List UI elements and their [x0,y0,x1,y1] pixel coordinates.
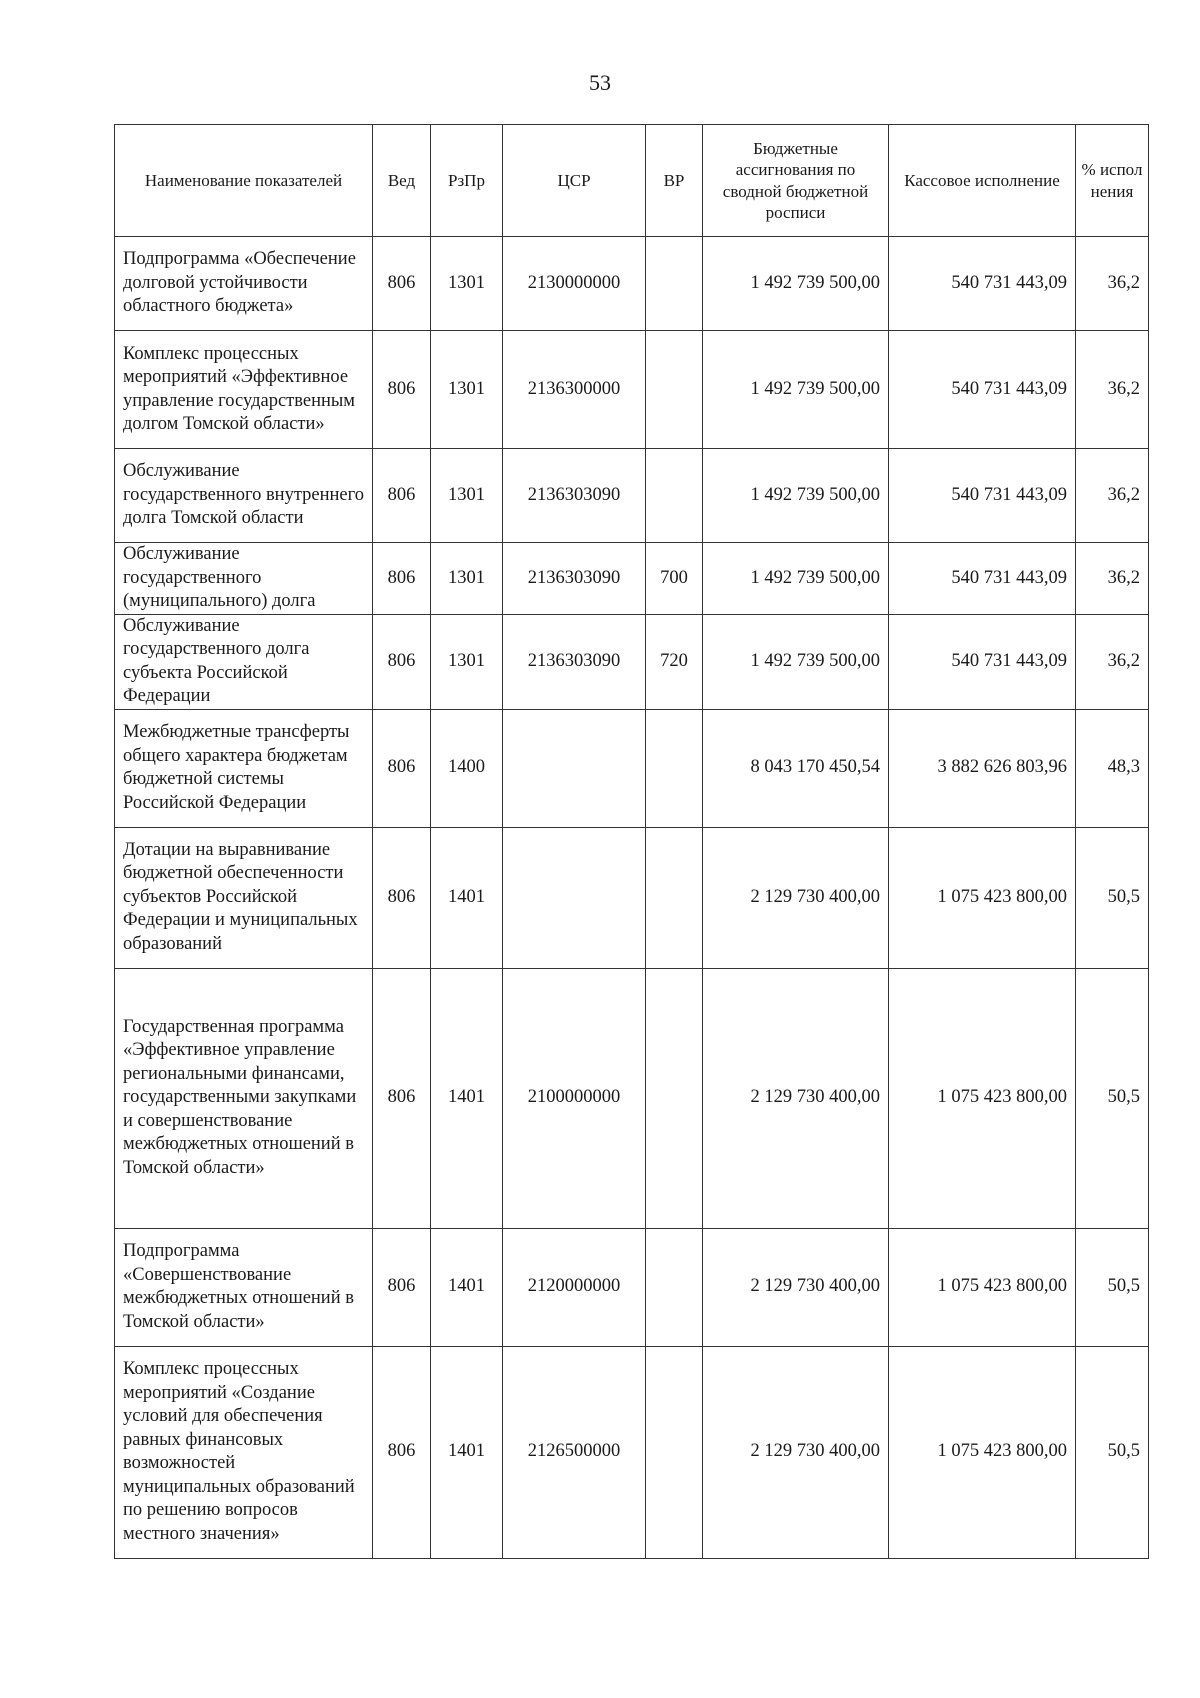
cell-budget: 1 492 739 500,00 [703,543,889,615]
cell-csr: 2136300000 [503,331,646,449]
cell-budget: 2 129 730 400,00 [703,827,889,968]
cell-percent: 50,5 [1076,968,1149,1228]
cell-csr: 2136303090 [503,614,646,709]
cell-cash: 540 731 443,09 [889,543,1076,615]
cell-rzpr: 1401 [431,827,503,968]
cell-rzpr: 1301 [431,614,503,709]
table-row [115,1346,1149,1558]
cell-vr [646,827,703,968]
cell-cash: 1 075 423 800,00 [889,968,1076,1228]
cell-cash: 540 731 443,09 [889,331,1076,449]
header-budget-allocation: Бюджетные ассигнования по сводной бюджетной росписи [703,125,889,237]
cell-percent: 36,2 [1076,331,1149,449]
header-percent-execution: % испол нения [1076,125,1149,237]
cell-vr [646,709,703,827]
cell-budget: 1 492 739 500,00 [703,237,889,331]
cell-ved: 806 [373,449,431,543]
cell-cash: 540 731 443,09 [889,449,1076,543]
cell-rzpr: 1400 [431,709,503,827]
table-header-row [115,125,1149,237]
cell-name: Дотации на выравнивание бюджетной обеспеченности субъектов Российской Федерации и муниципальных образований [115,827,373,968]
table-row [115,614,1149,709]
cell-csr: 2126500000 [503,1346,646,1558]
header-vr: ВР [646,125,703,237]
cell-vr [646,449,703,543]
cell-percent: 36,2 [1076,543,1149,615]
cell-ved: 806 [373,968,431,1228]
cell-name: Межбюджетные трансферты общего характера бюджетам бюджетной системы Российской Федерации [115,709,373,827]
cell-vr: 700 [646,543,703,615]
cell-name: Обслуживание государственного внутреннего долга Томской области [115,449,373,543]
budget-execution-table [114,124,1149,1559]
table-row [115,237,1149,331]
cell-rzpr: 1301 [431,331,503,449]
cell-percent: 36,2 [1076,614,1149,709]
cell-cash: 540 731 443,09 [889,614,1076,709]
cell-rzpr: 1401 [431,1228,503,1346]
table-body [115,237,1149,1559]
cell-rzpr: 1401 [431,968,503,1228]
cell-csr: 2130000000 [503,237,646,331]
table-row [115,331,1149,449]
cell-ved: 806 [373,1346,431,1558]
cell-csr [503,709,646,827]
cell-name: Подпрограмма «Совершенствование межбюджетных отношений в Томской области» [115,1228,373,1346]
cell-vr [646,331,703,449]
cell-cash: 1 075 423 800,00 [889,827,1076,968]
cell-vr: 720 [646,614,703,709]
cell-rzpr: 1301 [431,449,503,543]
cell-percent: 36,2 [1076,449,1149,543]
cell-budget: 2 129 730 400,00 [703,1228,889,1346]
header-cash-execution: Кассовое исполнение [889,125,1076,237]
cell-ved: 806 [373,543,431,615]
cell-budget: 1 492 739 500,00 [703,614,889,709]
cell-budget: 1 492 739 500,00 [703,449,889,543]
cell-name: Государственная программа «Эффективное управление региональными финансами, государственными закупками и совершенствование межбюджетных отношений в Томской области» [115,968,373,1228]
cell-rzpr: 1301 [431,543,503,615]
cell-csr: 2136303090 [503,449,646,543]
cell-csr [503,827,646,968]
cell-cash: 3 882 626 803,96 [889,709,1076,827]
cell-vr [646,1228,703,1346]
cell-percent: 50,5 [1076,1228,1149,1346]
cell-cash: 1 075 423 800,00 [889,1346,1076,1558]
cell-name: Комплекс процессных мероприятий «Эффективное управление государственным долгом Томской области» [115,331,373,449]
cell-name: Комплекс процессных мероприятий «Создание условий для обеспечения равных финансовых возможностей муниципальных образований по решению вопросов местного значения» [115,1346,373,1558]
table-row [115,827,1149,968]
cell-csr: 2120000000 [503,1228,646,1346]
cell-rzpr: 1301 [431,237,503,331]
cell-budget: 2 129 730 400,00 [703,968,889,1228]
cell-ved: 806 [373,614,431,709]
cell-ved: 806 [373,827,431,968]
cell-cash: 1 075 423 800,00 [889,1228,1076,1346]
cell-csr: 2136303090 [503,543,646,615]
table-row [115,543,1149,615]
cell-ved: 806 [373,237,431,331]
cell-cash: 540 731 443,09 [889,237,1076,331]
cell-percent: 36,2 [1076,237,1149,331]
cell-name: Обслуживание государственного (муниципального) долга [115,543,373,615]
cell-budget: 1 492 739 500,00 [703,331,889,449]
cell-csr: 2100000000 [503,968,646,1228]
cell-percent: 50,5 [1076,1346,1149,1558]
cell-name: Подпрограмма «Обеспечение долговой устойчивости областного бюджета» [115,237,373,331]
table-row [115,968,1149,1228]
cell-rzpr: 1401 [431,1346,503,1558]
cell-percent: 48,3 [1076,709,1149,827]
cell-vr [646,237,703,331]
cell-budget: 8 043 170 450,54 [703,709,889,827]
cell-vr [646,1346,703,1558]
table-row [115,449,1149,543]
cell-percent: 50,5 [1076,827,1149,968]
header-ved: Вед [373,125,431,237]
cell-budget: 2 129 730 400,00 [703,1346,889,1558]
cell-vr [646,968,703,1228]
cell-ved: 806 [373,331,431,449]
header-csr: ЦСР [503,125,646,237]
header-rzpr: РзПр [431,125,503,237]
table-row [115,1228,1149,1346]
page-number: 53 [589,70,611,95]
table-row [115,709,1149,827]
cell-ved: 806 [373,1228,431,1346]
header-name: Наименование показателей [115,125,373,237]
cell-name: Обслуживание государственного долга субъекта Российской Федерации [115,614,373,709]
cell-ved: 806 [373,709,431,827]
